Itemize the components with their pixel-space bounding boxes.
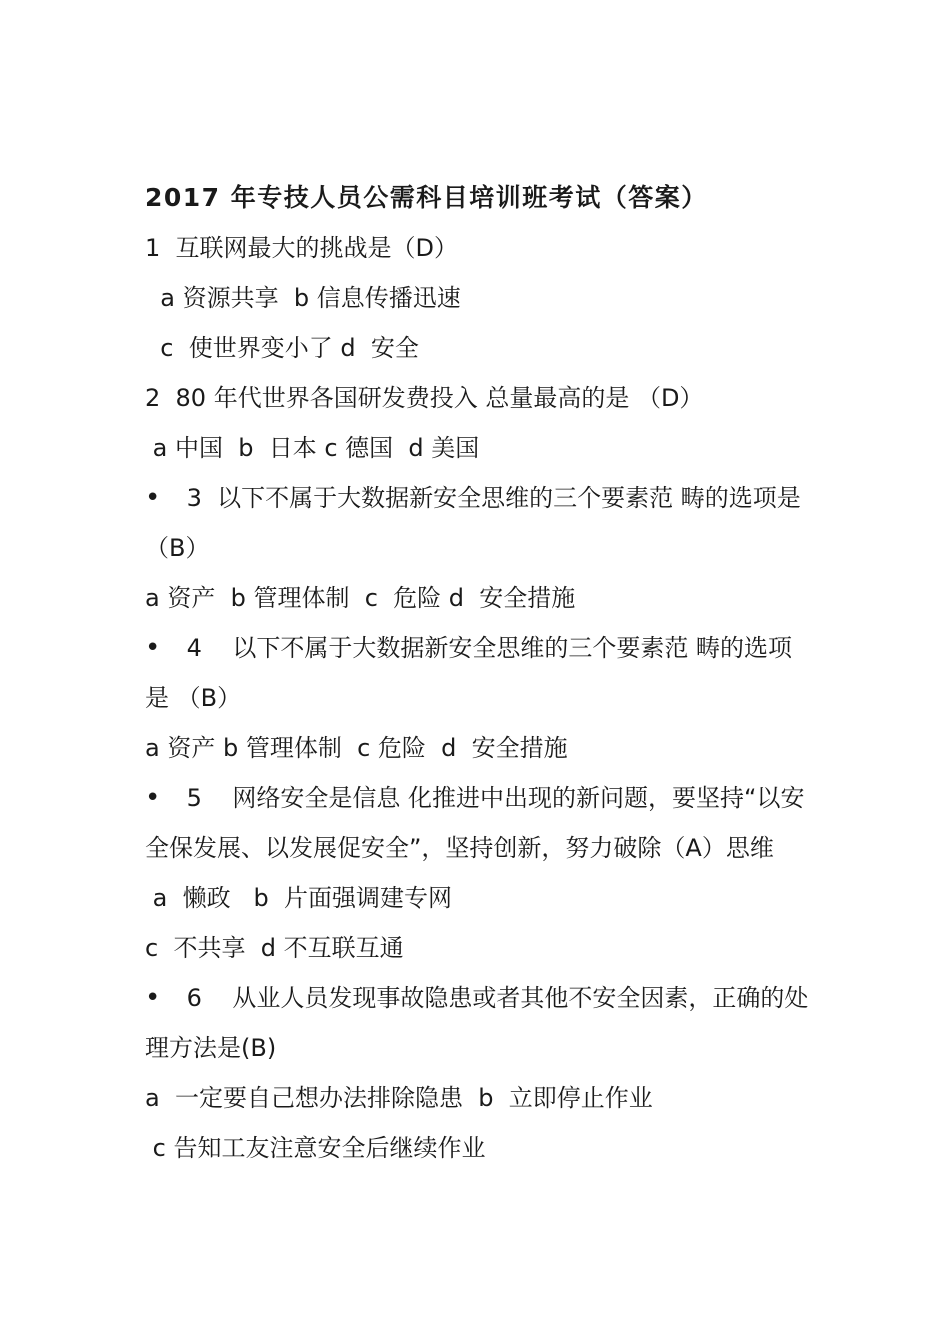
text-line xyxy=(145,223,815,273)
bullet-icon xyxy=(145,623,179,673)
line-text: 1 互联网最大的挑战是（D） xyxy=(145,234,459,262)
document-body xyxy=(145,173,815,1173)
line-text: a 资产 b 管理体制 c 危险 d 安全措施 xyxy=(145,734,568,762)
text-line xyxy=(145,723,815,773)
line-text: 4 以下不属于大数据新安全思维的三个要素范 畴的选项是 （B） xyxy=(145,634,793,712)
question-item xyxy=(145,473,815,573)
line-text: c 使世界变小了 d 安全 xyxy=(145,334,419,362)
line-text: a 中国 b 日本 c 德国 d 美国 xyxy=(145,434,480,462)
question-list xyxy=(145,223,815,1173)
line-text: 3 以下不属于大数据新安全思维的三个要素范 畴的选项是 （B） xyxy=(145,484,809,562)
line-text: a 懒政 b 片面强调建专网 xyxy=(145,884,452,912)
text-line xyxy=(145,273,815,323)
line-text: c 告知工友注意安全后继续作业 xyxy=(145,1134,486,1162)
text-line xyxy=(145,1073,815,1123)
line-text: 6 从业人员发现事故隐患或者其他不安全因素，正确的处理方法是(B) xyxy=(145,984,809,1062)
bullet-icon xyxy=(145,773,179,823)
bullet-icon xyxy=(145,973,179,1023)
line-text: a 资源共享 b 信息传播迅速 xyxy=(145,284,461,312)
line-text: 2 80 年代世界各国研发费投入 总量最高的是 （D） xyxy=(145,384,704,412)
line-text: a 一定要自己想办法排除隐患 b 立即停止作业 xyxy=(145,1084,653,1112)
question-item xyxy=(145,623,815,723)
text-line xyxy=(145,573,815,623)
line-text: c 不共享 d 不互联互通 xyxy=(145,934,404,962)
question-item xyxy=(145,773,815,873)
line-text: a 资产 b 管理体制 c 危险 d 安全措施 xyxy=(145,584,576,612)
question-item xyxy=(145,973,815,1073)
text-line xyxy=(145,1123,815,1173)
text-line xyxy=(145,923,815,973)
document-title: 2017 年专技人员公需科目培训班考试（答案） xyxy=(145,183,708,212)
text-line xyxy=(145,873,815,923)
line-text: 5 网络安全是信息 化推进中出现的新问题，要坚持“以安全保发展、以发展促安全”，坚持创新，努力破除（A）思维 xyxy=(145,784,805,862)
text-line xyxy=(145,373,815,423)
text-line xyxy=(145,423,815,473)
bullet-icon xyxy=(145,473,179,523)
text-line xyxy=(145,323,815,373)
